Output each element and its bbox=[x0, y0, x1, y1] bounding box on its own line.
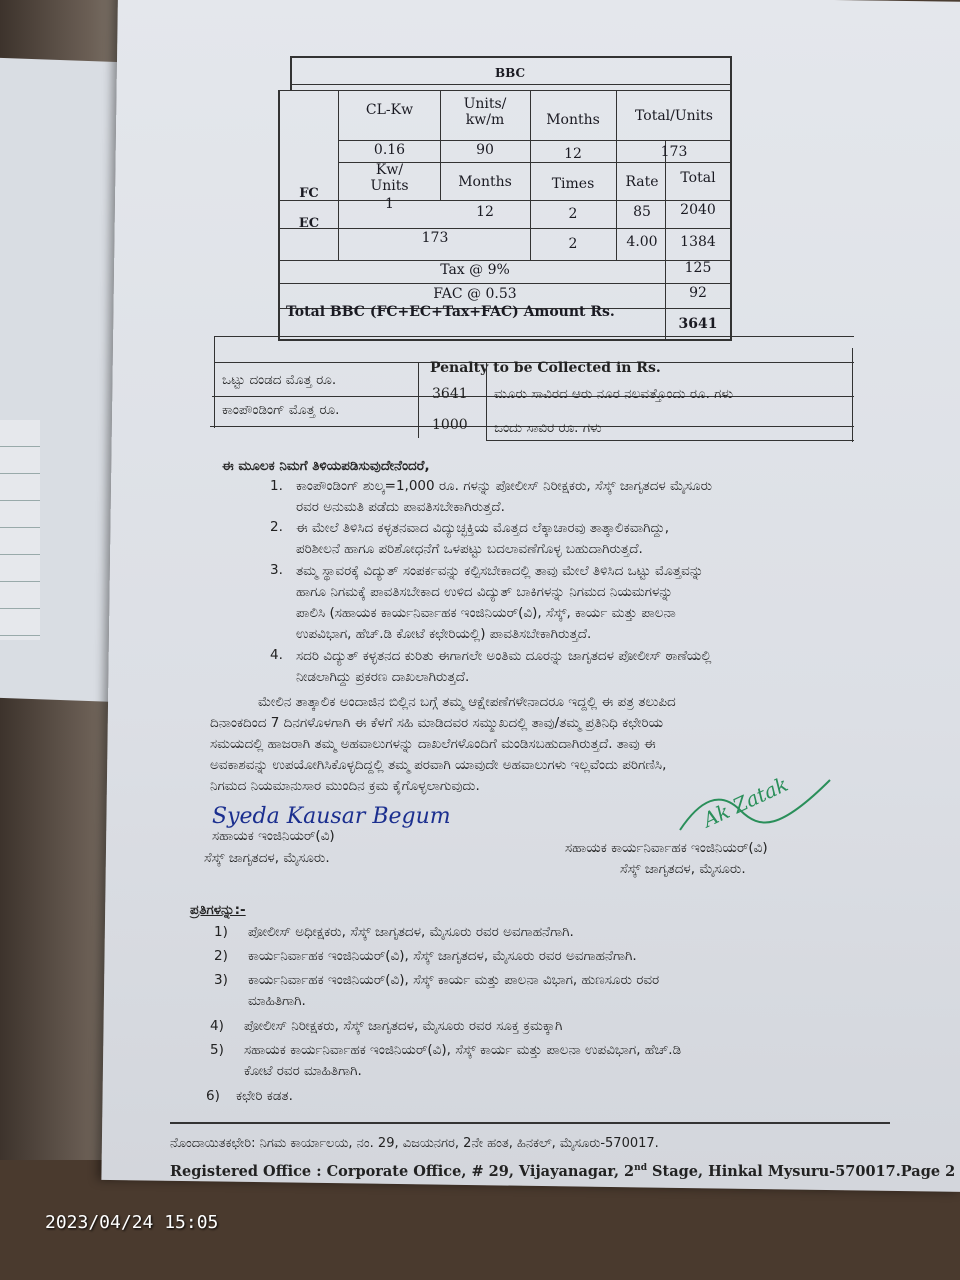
bbc-header-times: Times bbox=[551, 176, 595, 192]
compounding-amount: 1000 bbox=[432, 417, 468, 433]
grand-total-label: Total BBC (FC+EC+Tax+FAC) Amount Rs. bbox=[286, 304, 615, 320]
right-signatory-org: ಸೆಸ್ಕ್ ಜಾಗೃತದಳ, ಮೈಸೂರು. bbox=[620, 861, 746, 877]
bbc-header-total-units: Total/Units bbox=[635, 108, 713, 124]
point-number: 2. bbox=[270, 519, 283, 535]
point-line: ಕಾಂಪೌಂಡಿಂಗ್ ಶುಲ್ಕ=1,000 ರೂ. ಗಳನ್ನು ಪೋಲೀಸ್ ನಿರೀಕ್ಷಕರು, ಸೆಸ್ಕ್ ಜಾಗೃತದಳ ಮೈಸೂರು bbox=[296, 478, 713, 494]
bbc-header-units: Units/ kw/m bbox=[463, 96, 507, 128]
paragraph-line: ಸಮಯದಲ್ಲಿ ಹಾಜರಾಗಿ ತಮ್ಮ ಅಹವಾಲುಗಳನ್ನು ದಾಖಲೆಗಳೊಂದಿಗೆ ಮಂಡಿಸಬಹುದಾಗಿರುತ್ತದೆ. ತಾವು ಈ bbox=[210, 736, 656, 752]
point-line: ಸದರಿ ವಿದ್ಯುತ್ ಕಳ್ಳತನದ ಕುರಿತು ಈಗಾಗಲೇ ಅಂತಿಮ ದೂರನ್ನು ಜಾಗೃತದಳ ಪೋಲೀಸ್ ಠಾಣೆಯಲ್ಲಿ bbox=[296, 648, 712, 664]
point-line: ಈ ಮೇಲೆ ತಿಳಿಸಿದ ಕಳ್ಳತನವಾದ ವಿದ್ಯುಚ್ಛಕ್ತಿಯ ಮೊತ್ತದ ಲೆಕ್ಕಾಚಾರವು ತಾತ್ಕಾಲಿಕವಾಗಿದ್ದು, bbox=[296, 520, 670, 536]
point-line: ಹಾಗೂ ನಿಗಮಕ್ಕೆ ಪಾವತಿಸಬೇಕಾದ ಉಳಿದ ವಿದ್ಯುತ್ ಬಾಕಿಗಳನ್ನು ನಿಗಮದ ನಿಯಮಗಳನ್ನು bbox=[296, 584, 673, 600]
intro-line: ಈ ಮೂಲಕ ನಿಮಗೆ ತಿಳಿಯಪಡಿಸುವುದೇನೆಂದರೆ, bbox=[222, 458, 430, 474]
point-line: ರವರ ಅನುಮತಿ ಪಡೆದು ಪಾವತಿಸಬೇಕಾಗಿರುತ್ತದೆ. bbox=[296, 499, 505, 515]
copy-line: ಸಹಾಯಕ ಕಾರ್ಯನಿರ್ವಾಹಕ ಇಂಜಿನಿಯರ್(ವಿ), ಸೆಸ್ಕ್ ಕಾರ್ಯ ಮತ್ತು ಪಾಲನಾ ಉಪವಿಭಾಗ, ಹೆಚ್.ಡಿ bbox=[244, 1042, 682, 1058]
footer-english-address bbox=[170, 1158, 955, 1182]
footer-kannada-address: ನೊಂದಾಯಿತಕಛೇರಿ: ನಿಗಮ ಕಾರ್ಯಾಲಯ, ನಂ. 29, ವಿಜಯನಗರ, 2ನೇ ಹಂತ, ಹಿನಕಲ್, ಮೈಸೂರು-570017. bbox=[170, 1136, 659, 1151]
fc-label: FC bbox=[299, 186, 319, 201]
bbc-cl-kw-value: 0.16 bbox=[373, 142, 406, 158]
compounding-words: ಒಂದು ಸಾವಿರ ರೂ. ಗಳು bbox=[494, 420, 602, 436]
copy-line: ಪೋಲೀಸ್ ಅಧೀಕ್ಷಕರು, ಸೆಸ್ಕ್ ಜಾಗೃತದಳ, ಮೈಸೂರು ರವರ ಅವಗಾಹನೆಗಾಗಿ. bbox=[248, 924, 574, 940]
ec-units: 173 bbox=[421, 230, 449, 246]
footer-superscript: nd bbox=[634, 1163, 647, 1173]
bbc-header-months: Months bbox=[546, 112, 600, 128]
copy-number: 5) bbox=[210, 1042, 224, 1058]
fac-value: 92 bbox=[689, 285, 707, 301]
copy-line: ಕಾರ್ಯನಿರ್ವಾಹಕ ಇಂಜಿನಿಯರ್(ವಿ), ಸೆಸ್ಕ್ ಜಾಗೃತದಳ, ಮೈಸೂರು ರವರ ಅವಗಾಹನೆಗಾಗಿ. bbox=[248, 948, 637, 964]
bbc-header-kw-units: Kw/ Units bbox=[370, 162, 409, 194]
right-signatory-title: ಸಹಾಯಕ ಕಾರ್ಯನಿರ್ವಾಹಕ ಇಂಜಿನಿಯರ್(ವಿ) bbox=[565, 840, 768, 856]
copy-line: ಮಾಹಿತಿಗಾಗಿ. bbox=[248, 993, 306, 1009]
fac-label: FAC @ 0.53 bbox=[433, 286, 517, 302]
fc-total: 2040 bbox=[680, 202, 716, 218]
footer-address-part: Registered Office : Corporate Office, # 29, Vijayanagar, 2 bbox=[170, 1162, 635, 1180]
paragraph-line: ದಿನಾಂಕದಿಂದ 7 ದಿನಗಳೊಳಗಾಗಿ ಈ ಕೆಳಗೆ ಸಹಿ ಮಾಡಿದವರ ಸಮ್ಮುಖದಲ್ಲಿ ತಾವು/ತಮ್ಮ ಪ್ರತಿನಿಧಿ ಕಛೇರಿಯ bbox=[210, 715, 664, 731]
bbc-units-value: 90 bbox=[476, 142, 494, 158]
penalty-total-words: ಮೂರು ಸಾವಿರದ ಆರು ನೂರ ನಲವತ್ತೊಂದು ರೂ. ಗಳು bbox=[494, 386, 734, 402]
point-line: ಉಪವಿಭಾಗ, ಹೆಚ್.ಡಿ ಕೋಟೆ ಕಛೇರಿಯಲ್ಲಿ) ಪಾವತಿಸಬೇಕಾಗಿರುತ್ತದೆ. bbox=[296, 626, 592, 642]
paragraph-line: ನಿಗಮದ ನಿಯಮಾನುಸಾರ ಮುಂದಿನ ಕ್ರಮ ಕೈಗೊಳ್ಳಲಾಗುವುದು. bbox=[210, 778, 480, 794]
photo-timestamp: 2023/04/24 15:05 bbox=[45, 1212, 219, 1233]
bbc-title: BBC bbox=[494, 66, 526, 80]
left-signature: Syeda Kausar Begum bbox=[212, 804, 451, 829]
penalty-table bbox=[0, 0, 960, 450]
fc-kw-units: 1 bbox=[385, 196, 394, 212]
copy-line: ಕಛೇರಿ ಕಡತ. bbox=[236, 1088, 293, 1104]
fc-months: 12 bbox=[476, 204, 494, 220]
copy-line: ಕೋಟೆ ರವರ ಮಾಹಿತಿಗಾಗಿ. bbox=[244, 1063, 362, 1079]
bbc-header-months-2: Months bbox=[458, 174, 512, 190]
penalty-total-label: ಒಟ್ಟು ದಂಡದ ಮೊತ್ತ ರೂ. bbox=[222, 372, 337, 388]
tax-value: 125 bbox=[684, 260, 712, 276]
paragraph-line: ಮೇಲಿನ ತಾತ್ಕಾಲಿಕ ಅಂದಾಜಿನ ಬಿಲ್ಲಿನ ಬಗ್ಗೆ ತಮ್ಮ ಆಕ್ಷೇಪಣೆಗಳೇನಾದರೂ ಇದ್ದಲ್ಲಿ ಈ ಪತ್ರ ತಲುಪಿದ bbox=[258, 694, 676, 710]
footer-address-part: Stage, Hinkal Mysuru-570017. bbox=[647, 1162, 901, 1180]
point-line: ತಮ್ಮ ಸ್ಥಾವರಕ್ಕೆ ವಿದ್ಯುತ್ ಸಂಪರ್ಕವನ್ನು ಕಲ್ಪಿಸಬೇಕಾದಲ್ಲಿ ತಾವು ಮೇಲೆ ತಿಳಿಸಿದ ಒಟ್ಟು ಮೊತ್ತವನ್ನು bbox=[296, 563, 704, 579]
point-line: ಪರಿಶೀಲನೆ ಹಾಗೂ ಪರಿಶೋಧನೆಗೆ ಒಳಪಟ್ಟು ಬದಲಾವಣೆಗೊಳ್ಳ ಬಹುದಾಗಿರುತ್ತದೆ. bbox=[296, 541, 643, 557]
ec-label: EC bbox=[298, 216, 320, 231]
copy-number: 4) bbox=[210, 1018, 224, 1034]
bbc-header-total: Total bbox=[680, 170, 716, 186]
point-line: ಪಾಲಿಸಿ (ಸಹಾಯಕ ಕಾರ್ಯನಿರ್ವಾಹಕ ಇಂಜಿನಿಯರ್(ವಿ), ಸೆಸ್ಕ್, ಕಾರ್ಯ ಮತ್ತು ಪಾಲನಾ bbox=[296, 605, 676, 621]
page-number: Page 2 bbox=[900, 1162, 956, 1180]
left-signatory-title: ಸಹಾಯಕ ಇಂಜಿನಿಯರ್(ವಿ) bbox=[212, 828, 335, 844]
grand-total-value: 3641 bbox=[678, 316, 718, 332]
ec-times: 2 bbox=[568, 236, 578, 252]
point-number: 4. bbox=[270, 647, 283, 663]
copy-line: ಪೋಲೀಸ್ ನಿರೀಕ್ಷಕರು, ಸೆಸ್ಕ್ ಜಾಗೃತದಳ, ಮೈಸೂರು ರವರ ಸೂಕ್ತ ಕ್ರಮಕ್ಕಾಗಿ bbox=[244, 1018, 563, 1034]
ec-total: 1384 bbox=[680, 234, 716, 250]
point-number: 1. bbox=[270, 478, 283, 494]
penalty-title: Penalty to be Collected in Rs. bbox=[430, 360, 661, 376]
fc-times: 2 bbox=[568, 206, 578, 222]
footer-rule bbox=[170, 1122, 890, 1124]
ec-rate: 4.00 bbox=[626, 234, 658, 250]
paragraph-line: ಅವಕಾಶವನ್ನು ಉಪಯೋಗಿಸಿಕೊಳ್ಳದಿದ್ದಲ್ಲಿ ತಮ್ಮ ಪರವಾಗಿ ಯಾವುದೇ ಅಹವಾಲುಗಳು ಇಲ್ಲವೆಂದು ಪರಿಗಣಿಸಿ, bbox=[210, 757, 667, 773]
bbc-header-cl-kw: CL-Kw bbox=[365, 102, 414, 118]
copies-heading: ಪ್ರತಿಗಳನ್ನು:- bbox=[190, 902, 246, 918]
fc-rate: 85 bbox=[633, 204, 651, 220]
right-signature: Ak Zatak bbox=[699, 771, 792, 833]
bbc-total-units-value: 173 bbox=[660, 144, 688, 160]
tax-label: Tax @ 9% bbox=[440, 262, 510, 278]
left-signatory-org: ಸೆಸ್ಕ್ ಜಾಗೃತದಳ, ಮೈಸೂರು. bbox=[204, 850, 330, 866]
point-number: 3. bbox=[270, 562, 283, 578]
bbc-header-rate: Rate bbox=[625, 174, 659, 190]
bbc-months-value: 12 bbox=[564, 146, 582, 162]
copy-line: ಕಾರ್ಯನಿರ್ವಾಹಕ ಇಂಜಿನಿಯರ್(ವಿ), ಸೆಸ್ಕ್ ಕಾರ್ಯ ಮತ್ತು ಪಾಲನಾ ವಿಭಾಗ, ಹುಣಸೂರು ರವರ bbox=[248, 972, 660, 988]
copy-number: 6) bbox=[206, 1088, 220, 1104]
compounding-label: ಕಾಂಪೌಂಡಿಂಗ್ ಮೊತ್ತ ರೂ. bbox=[222, 402, 340, 418]
background-ruled-sheet bbox=[0, 420, 40, 640]
point-line: ನೀಡಲಾಗಿದ್ದು ಪ್ರಕರಣ ದಾಖಲಾಗಿರುತ್ತದೆ. bbox=[296, 669, 470, 685]
penalty-total-amount: 3641 bbox=[432, 386, 468, 402]
copy-number: 2) bbox=[214, 948, 228, 964]
copy-number: 1) bbox=[214, 924, 228, 940]
copy-number: 3) bbox=[214, 972, 228, 988]
